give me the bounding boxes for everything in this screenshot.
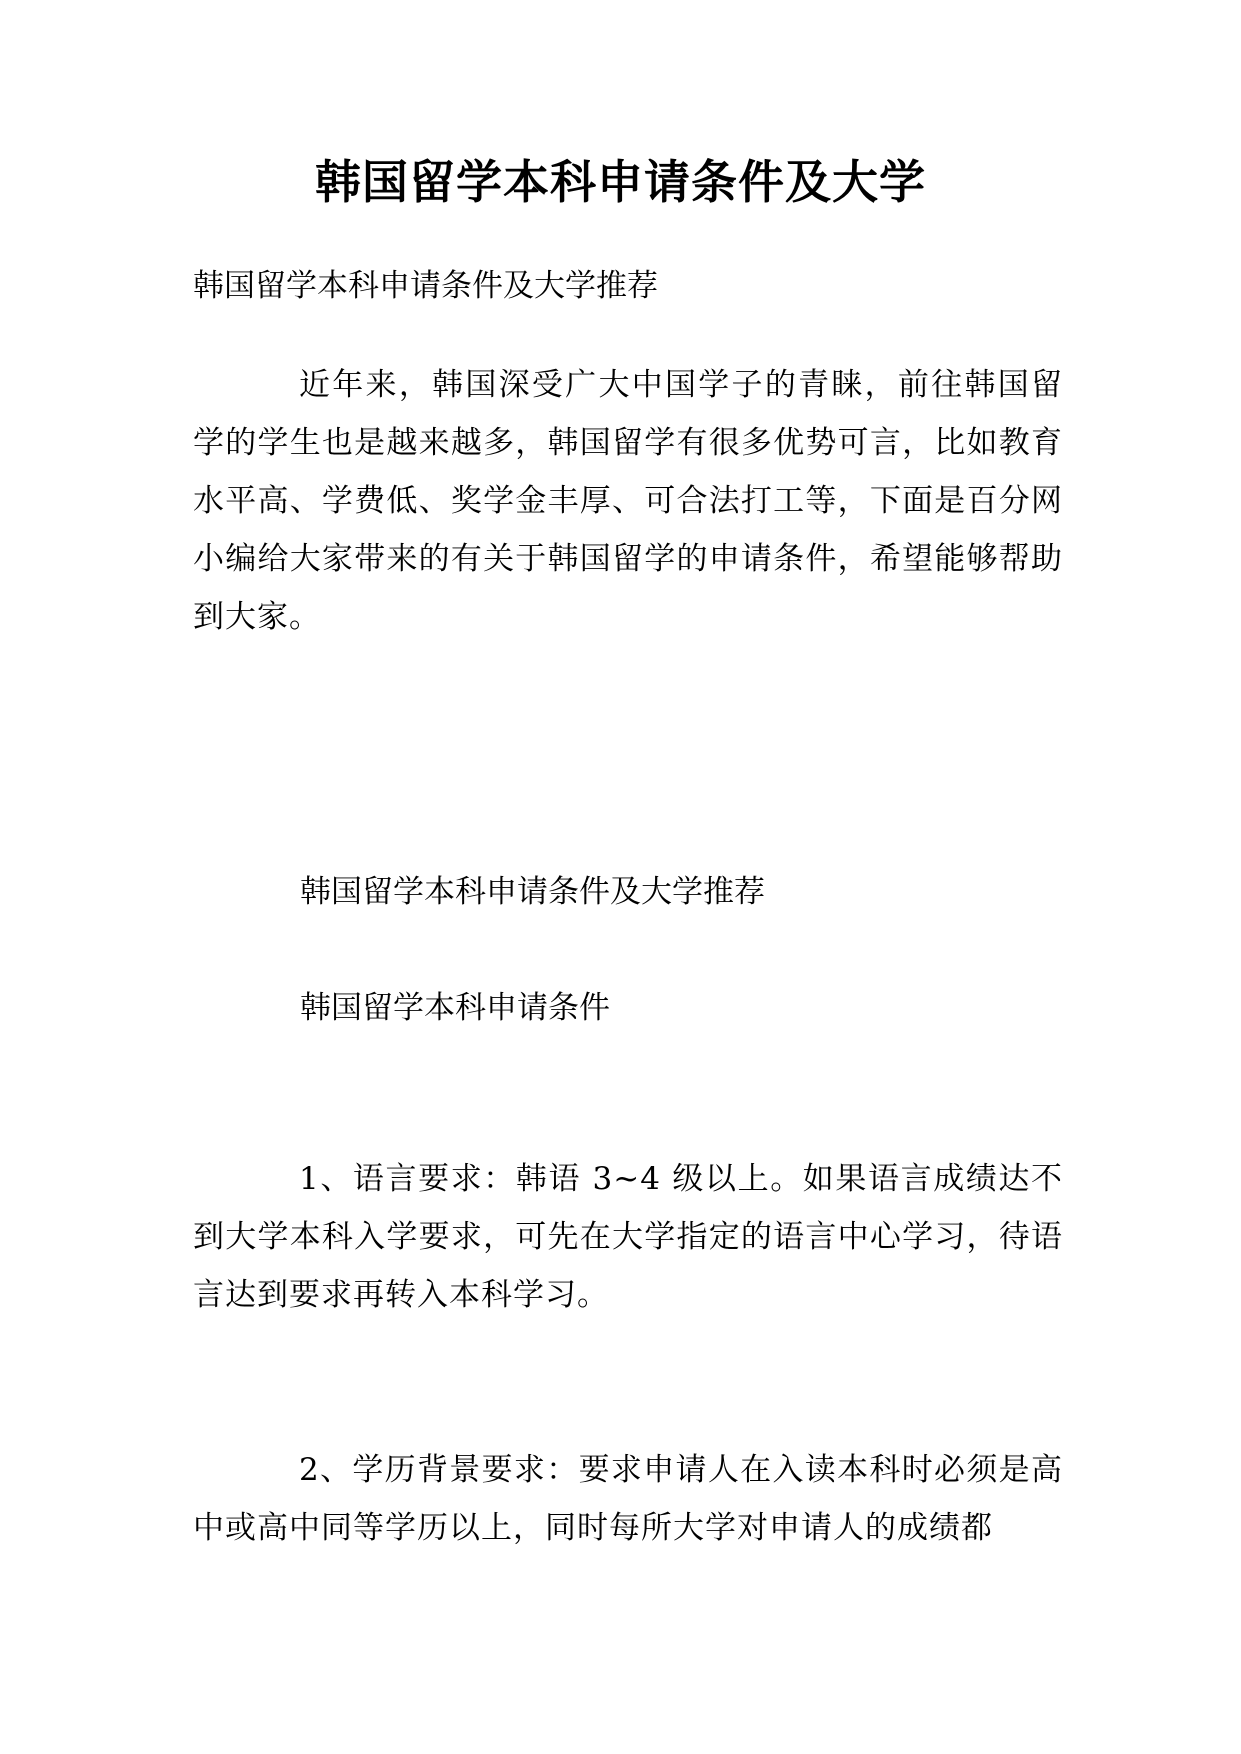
document-subtitle: 韩国留学本科申请条件及大学推荐 (193, 268, 658, 304)
sub-heading: 韩国留学本科申请条件 (300, 990, 610, 1026)
requirement-item-language: 1、语言要求：韩语 3~4 级以上。如果语言成绩达不到大学本科入学要求，可先在大学指定的语言中心学习，待语言达到要求再转入本科学习。 (193, 1161, 1063, 1313)
document-title: 韩国留学本科申请条件及大学 (315, 155, 926, 209)
requirement-item-education: 2、学历背景要求：要求申请人在入读本科时必须是高中或高中同等学历以上，同时每所大学对申请人的成绩都 (193, 1452, 1063, 1546)
section-heading: 韩国留学本科申请条件及大学推荐 (300, 874, 765, 910)
intro-paragraph: 近年来，韩国深受广大中国学子的青睐，前往韩国留学的学生也是越来越多，韩国留学有很多优势可言，比如教育水平高、学费低、奖学金丰厚、可合法打工等，下面是百分网小编给大家带来的有关于韩国留学的申请条件，希望能够帮助到大家。 (193, 367, 1063, 635)
